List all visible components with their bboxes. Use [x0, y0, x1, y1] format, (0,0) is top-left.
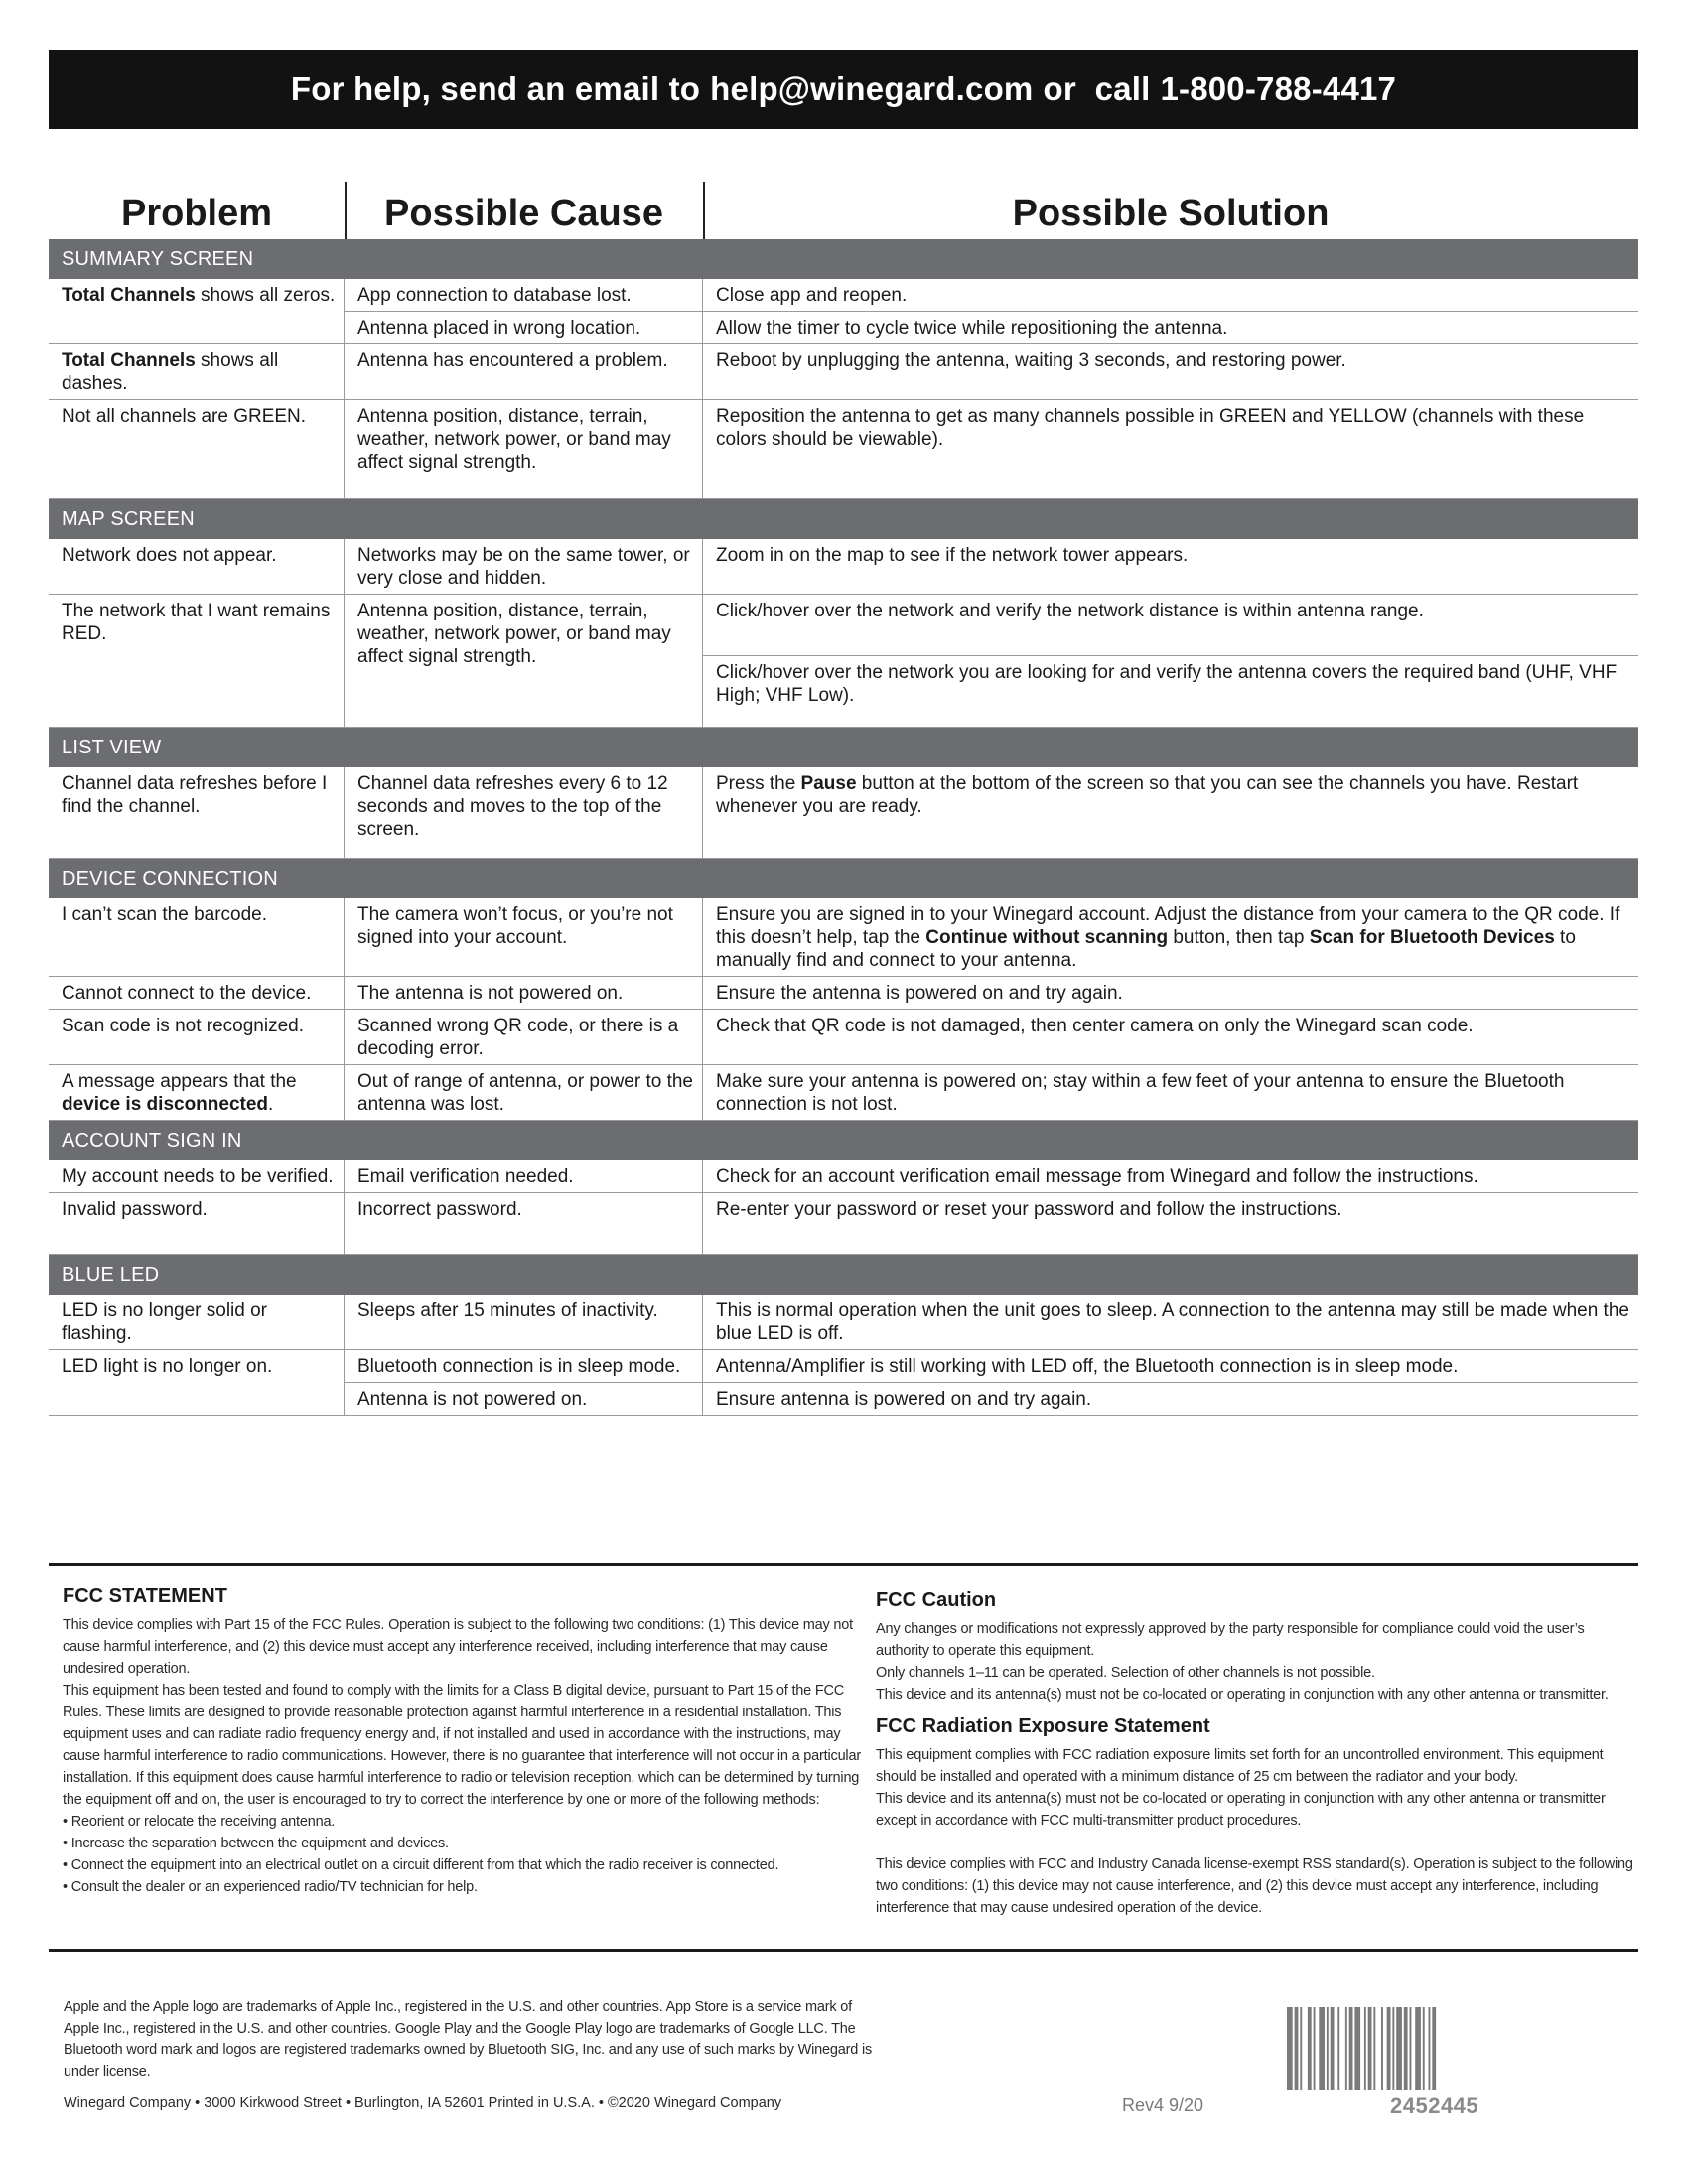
fcc-bullet: • Reorient or relocate the receiving antenna.	[63, 1814, 336, 1830]
fcc-paragraph: Any changes or modifications not expressly approved by the party responsible for compliance could void the user’s authority to operate this equipment.	[876, 1621, 1585, 1659]
section-header: LIST VIEW	[49, 728, 1638, 767]
problem-cell: Invalid password.	[49, 1193, 345, 1254]
cause-cell: The camera won’t focus, or you’re not signed into your account.	[345, 898, 703, 976]
column-headers	[49, 182, 1638, 239]
cause-cell: Antenna is not powered on.	[345, 1383, 703, 1415]
solution-cell: Zoom in on the map to see if the network tower appears.	[716, 545, 1189, 566]
cause-cell: Networks may be on the same tower, or very close and hidden.	[345, 539, 703, 594]
problem-cell: Cannot connect to the device.	[49, 977, 345, 1009]
banner-mid: or call	[1043, 70, 1151, 107]
cause-cell: Scanned wrong QR code, or there is a decoding error.	[345, 1010, 703, 1064]
fcc-paragraph: This device and its antenna(s) must not be co-located or operating in conjunction with any other antenna or transmitter.	[876, 1687, 1609, 1703]
problem-text: .	[268, 1094, 274, 1115]
problem-cell: My account needs to be verified.	[49, 1160, 345, 1192]
help-phone-link[interactable]: 1-800-788-4417	[1160, 70, 1397, 107]
solution-cell: Antenna/Amplifier is still working with LED off, the Bluetooth connection is in sleep mode.	[716, 1356, 1459, 1377]
cause-cell: Antenna position, distance, terrain, weather, network power, or band may affect signal strength.	[345, 595, 703, 727]
solution-cell: Re-enter your password or reset your password and follow the instructions.	[716, 1199, 1342, 1220]
fcc-caution-title: FCC Caution	[876, 1589, 997, 1611]
problem-bold: device is disconnected	[62, 1094, 269, 1115]
table-row	[49, 1295, 1638, 1350]
header-problem: Problem	[120, 193, 273, 234]
sub-row	[703, 595, 1638, 656]
problem-cell	[49, 1065, 345, 1120]
cause-cell: Email verification needed.	[345, 1160, 703, 1192]
solution-cell: Make sure your antenna is powered on; stay within a few feet of your antenna to ensure the Bluetooth connection is not lost.	[716, 1071, 1565, 1115]
table-row	[49, 767, 1638, 859]
solution-cell: Check for an account verification email message from Winegard and follow the instructions.	[716, 1166, 1478, 1187]
solution-cell: Allow the timer to cycle twice while repositioning the antenna.	[716, 318, 1228, 339]
fcc-statements	[49, 1563, 1638, 1952]
section-header: SUMMARY SCREEN	[49, 239, 1638, 279]
problem-cell	[49, 344, 345, 399]
header-solution: Possible Solution	[1012, 193, 1330, 234]
solution-cell	[703, 767, 1638, 858]
problem-bold: Total Channels	[62, 285, 196, 306]
table-row	[49, 279, 1638, 344]
table-row	[49, 898, 1638, 977]
problem-bold: Total Channels	[62, 350, 196, 371]
solution-cell: Check that QR code is not damaged, then center camera on only the Winegard scan code.	[716, 1016, 1474, 1036]
section-header: DEVICE CONNECTION	[49, 859, 1638, 898]
sub-row	[345, 1350, 1638, 1383]
fcc-statement-column	[63, 1585, 877, 1898]
sub-rows	[345, 279, 1638, 343]
section-header: ACCOUNT SIGN IN	[49, 1121, 1638, 1160]
company-address: Winegard Company • 3000 Kirkwood Street • Burlington, IA 52601 Printed in U.S.A. • ©2020 Winegard Company	[64, 2095, 782, 2111]
trademark-text: Apple and the Apple logo are trademarks of Apple Inc., registered in the U.S. and other countries. App Store is a service mark of Apple Inc., registered in the U.S. and other countries. Google Play and the Google Play logo are trademarks of Google LLC. The Bluetooth word mark and logos are registered trademarks owned by Bluetooth SIG, Inc. and any use of such marks by Winegard is under license.	[64, 1999, 873, 2080]
table-row	[49, 400, 1638, 499]
fcc-paragraph: This device complies with Part 15 of the FCC Rules. Operation is subject to the following two conditions: (1) This device may not cause harmful interference, and (2) this device must accept any interference received, including interference that may cause undesired operation.	[63, 1617, 853, 1677]
solution-text: to manually find and connect to your antenna.	[716, 927, 1576, 971]
banner-prefix: For help, send an email to	[290, 70, 701, 107]
fcc-paragraph: This device complies with FCC and Industry Canada license-exempt RSS standard(s). Operation is subject to the following two conditions: (1) this device may not cause interference, and (2) this device must accept any interference, including interference that may cause undesired operation of the device.	[876, 1856, 1633, 1916]
table-row	[49, 1010, 1638, 1065]
sub-row	[345, 312, 1638, 343]
solution-cell: Click/hover over the network you are looking for and verify the antenna covers the required band (UHF, VHF High; VHF Low).	[716, 662, 1618, 706]
fcc-paragraph: This equipment has been tested and found to comply with the limits for a Class B digital device, pursuant to Part 15 of the FCC Rules. These limits are designed to provide reasonable protection against harmful interference in a residential installation. This equipment uses and can radiate radio frequency energy and, if not installed and used in accordance with the instructions, may cause harmful interference to radio communications. However, there is no guarantee that interference will not occur in a particular installation. If this equipment does cause harmful interference to radio or television reception, which can be determined by turning the equipment off and on, the user is encouraged to try to correct the interference by one or more of the following methods:	[63, 1683, 861, 1808]
problem-cell: The network that I want remains RED.	[49, 595, 345, 727]
fcc-bullet: • Consult the dealer or an experienced radio/TV technician for help.	[63, 1879, 478, 1895]
solution-cell: Ensure antenna is powered on and try again.	[716, 1389, 1092, 1410]
table-row	[49, 595, 1638, 728]
cause-cell: Antenna placed in wrong location.	[345, 312, 703, 343]
fcc-statement-title: FCC STATEMENT	[63, 1585, 227, 1607]
problem-cell: Network does not appear.	[49, 539, 345, 594]
solution-cell	[703, 898, 1638, 976]
fcc-paragraph: Only channels 1–11 can be operated. Selection of other channels is not possible.	[876, 1665, 1375, 1681]
solution-cell: Click/hover over the network and verify the network distance is within antenna range.	[716, 601, 1424, 621]
cause-cell: Antenna has encountered a problem.	[345, 344, 703, 399]
problem-cell: Scan code is not recognized.	[49, 1010, 345, 1064]
help-email-link[interactable]: help@winegard.com	[710, 70, 1034, 107]
solution-text: Press the	[716, 773, 801, 794]
sub-rows	[703, 595, 1638, 727]
solution-bold: Pause	[800, 773, 857, 794]
sub-row	[345, 1383, 1638, 1415]
header-cause: Possible Cause	[384, 193, 663, 234]
spacer	[876, 1706, 1640, 1715]
problem-cell: Not all channels are GREEN.	[49, 400, 345, 498]
part-number: 2452445	[1390, 2093, 1479, 2117]
problem-cell: I can’t scan the barcode.	[49, 898, 345, 976]
problem-cell: LED is no longer solid or flashing.	[49, 1295, 345, 1349]
problem-cell: Channel data refreshes before I find the channel.	[49, 767, 345, 858]
solution-cell: Reboot by unplugging the antenna, waiting 3 seconds, and restoring power.	[716, 350, 1346, 371]
table-row	[49, 344, 1638, 400]
solution-cell: Reposition the antenna to get as many channels possible in GREEN and YELLOW (channels with these colors should be viewable).	[716, 406, 1585, 450]
problem-cell: LED light is no longer on.	[49, 1350, 345, 1415]
section-header: MAP SCREEN	[49, 499, 1638, 539]
table-row	[49, 1160, 1638, 1193]
revision-label: Rev4 9/20	[1122, 2095, 1204, 2115]
cause-cell: The antenna is not powered on.	[345, 977, 703, 1009]
table-row	[49, 539, 1638, 595]
table-row	[49, 977, 1638, 1010]
solution-cell: Ensure the antenna is powered on and try again.	[716, 983, 1123, 1004]
fcc-bullet: • Increase the separation between the equipment and devices.	[63, 1836, 449, 1851]
table-row	[49, 1193, 1638, 1255]
fcc-paragraph: This device and its antenna(s) must not be co-located or operating in conjunction with any other antenna or transmitter except in accordance with FCC multi-transmitter product procedures.	[876, 1791, 1606, 1829]
barcode-icon	[1287, 2007, 1480, 2090]
solution-text: Ensure you are signed in to your Winegard account. Adjust the distance from your camera to the QR code. If this doesn’t help, tap the	[716, 904, 1620, 948]
solution-bold: Continue without scanning	[925, 927, 1169, 948]
cause-cell: Sleeps after 15 minutes of inactivity.	[345, 1295, 703, 1349]
sub-rows	[345, 1350, 1638, 1415]
fcc-radiation-title: FCC Radiation Exposure Statement	[876, 1715, 1210, 1737]
help-banner	[49, 50, 1638, 129]
solution-cell: This is normal operation when the unit goes to sleep. A connection to the antenna may still be made when the blue LED is off.	[716, 1300, 1629, 1344]
cause-cell: Antenna position, distance, terrain, weather, network power, or band may affect signal strength.	[345, 400, 703, 498]
fcc-paragraph: This equipment complies with FCC radiation exposure limits set forth for an uncontrolled environment. This equipment should be installed and operated with a minimum distance of 25 cm between the radiator and your body.	[876, 1747, 1604, 1785]
problem-text: A message appears that the	[62, 1071, 297, 1092]
solution-text: button, then tap	[1168, 927, 1310, 948]
table-row	[49, 1350, 1638, 1416]
cause-cell: Channel data refreshes every 6 to 12 seconds and moves to the top of the screen.	[345, 767, 703, 858]
cause-cell: Incorrect password.	[345, 1193, 703, 1254]
spacer	[876, 1832, 1640, 1853]
fcc-caution-column	[876, 1585, 1640, 1919]
solution-bold: Scan for Bluetooth Devices	[1309, 927, 1555, 948]
table-row	[49, 1065, 1638, 1121]
cause-cell: App connection to database lost.	[345, 279, 703, 311]
problem-text: shows all dashes.	[62, 350, 279, 394]
sub-row	[703, 656, 1638, 717]
solution-cell: Close app and reopen.	[716, 285, 908, 306]
cause-cell: Out of range of antenna, or power to the antenna was lost.	[345, 1065, 703, 1120]
section-header: BLUE LED	[49, 1255, 1638, 1295]
sub-row	[345, 279, 1638, 312]
cause-cell: Bluetooth connection is in sleep mode.	[345, 1350, 703, 1382]
troubleshooting-table	[49, 239, 1638, 1416]
solution-text: button at the bottom of the screen so that you can see the channels you have. Restart whenever you are ready.	[716, 773, 1579, 817]
problem-text: shows all zeros.	[195, 285, 336, 306]
fcc-bullet: • Connect the equipment into an electrical outlet on a circuit different from that which the radio receiver is connected.	[63, 1857, 779, 1873]
trademark-notice	[64, 1997, 878, 2083]
problem-cell	[49, 279, 345, 343]
